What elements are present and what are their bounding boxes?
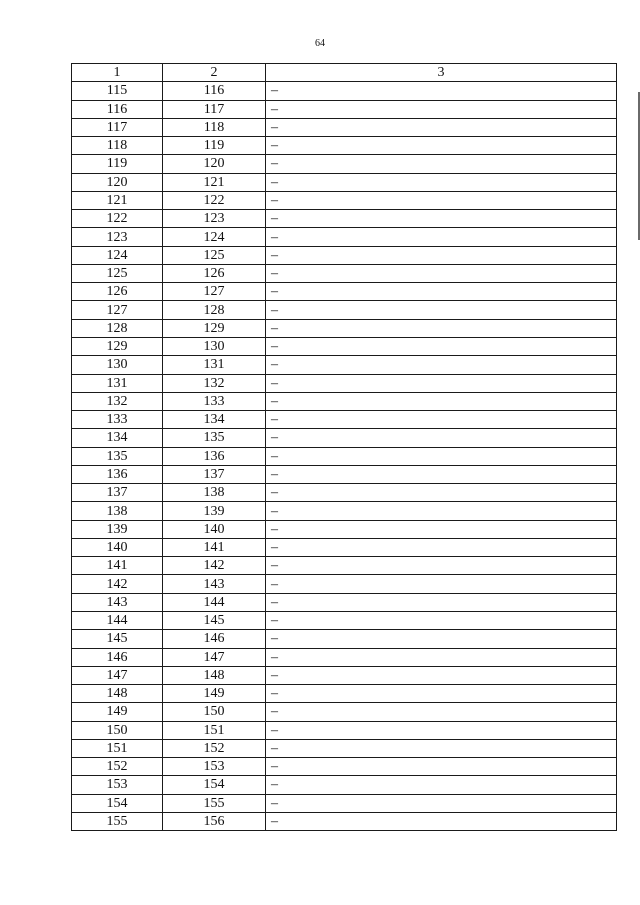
table-row <box>72 246 617 264</box>
table-row <box>72 538 617 556</box>
cell-col-1: 135 <box>72 447 163 465</box>
cell-col-1: 146 <box>72 648 163 666</box>
cell-col-3: – <box>266 575 617 593</box>
table-row <box>72 721 617 739</box>
cell-col-2: 119 <box>163 137 266 155</box>
cell-col-2: 141 <box>163 538 266 556</box>
table-row <box>72 392 617 410</box>
table-row <box>72 520 617 538</box>
table-row <box>72 611 617 629</box>
cell-col-2: 137 <box>163 465 266 483</box>
cell-col-2: 132 <box>163 374 266 392</box>
table-row <box>72 776 617 794</box>
table-row <box>72 283 617 301</box>
cell-col-2: 139 <box>163 502 266 520</box>
cell-col-1: 129 <box>72 337 163 355</box>
cell-col-3: – <box>266 137 617 155</box>
cell-col-1: 125 <box>72 264 163 282</box>
table-row <box>72 447 617 465</box>
cell-col-3: – <box>266 465 617 483</box>
table-row <box>72 794 617 812</box>
cell-col-1: 154 <box>72 794 163 812</box>
cell-col-3: – <box>266 484 617 502</box>
cell-col-3: – <box>266 776 617 794</box>
table-row <box>72 82 617 100</box>
cell-col-2: 144 <box>163 593 266 611</box>
cell-col-1: 123 <box>72 228 163 246</box>
cell-col-3: – <box>266 374 617 392</box>
cell-col-3: – <box>266 648 617 666</box>
cell-col-2: 120 <box>163 155 266 173</box>
cell-col-2: 124 <box>163 228 266 246</box>
table-row <box>72 155 617 173</box>
table-row <box>72 465 617 483</box>
table-header <box>72 64 617 82</box>
cell-col-3: – <box>266 191 617 209</box>
cell-col-3: – <box>266 429 617 447</box>
cell-col-2: 140 <box>163 520 266 538</box>
table-row <box>72 301 617 319</box>
cell-col-3: – <box>266 538 617 556</box>
cell-col-2: 133 <box>163 392 266 410</box>
table-row <box>72 593 617 611</box>
cell-col-2: 147 <box>163 648 266 666</box>
cell-col-3: – <box>266 283 617 301</box>
data-table-container <box>71 63 617 831</box>
cell-col-3: – <box>266 557 617 575</box>
data-table <box>71 63 617 831</box>
cell-col-1: 144 <box>72 611 163 629</box>
cell-col-3: – <box>266 210 617 228</box>
cell-col-1: 140 <box>72 538 163 556</box>
cell-col-1: 139 <box>72 520 163 538</box>
table-row <box>72 630 617 648</box>
cell-col-3: – <box>266 337 617 355</box>
cell-col-1: 119 <box>72 155 163 173</box>
table-row <box>72 812 617 830</box>
cell-col-1: 127 <box>72 301 163 319</box>
cell-col-2: 146 <box>163 630 266 648</box>
table-row <box>72 739 617 757</box>
cell-col-2: 135 <box>163 429 266 447</box>
cell-col-2: 149 <box>163 685 266 703</box>
column-header-3: 3 <box>266 64 617 82</box>
cell-col-1: 131 <box>72 374 163 392</box>
cell-col-1: 126 <box>72 283 163 301</box>
cell-col-1: 124 <box>72 246 163 264</box>
cell-col-2: 126 <box>163 264 266 282</box>
cell-col-3: – <box>266 502 617 520</box>
cell-col-1: 143 <box>72 593 163 611</box>
cell-col-3: – <box>266 666 617 684</box>
cell-col-2: 122 <box>163 191 266 209</box>
cell-col-1: 145 <box>72 630 163 648</box>
cell-col-2: 145 <box>163 611 266 629</box>
cell-col-3: – <box>266 118 617 136</box>
cell-col-3: – <box>266 520 617 538</box>
table-row <box>72 173 617 191</box>
table-row <box>72 356 617 374</box>
table-row <box>72 411 617 429</box>
cell-col-2: 118 <box>163 118 266 136</box>
table-row <box>72 502 617 520</box>
cell-col-2: 129 <box>163 319 266 337</box>
table-row <box>72 429 617 447</box>
cell-col-3: – <box>266 812 617 830</box>
cell-col-2: 131 <box>163 356 266 374</box>
cell-col-2: 117 <box>163 100 266 118</box>
cell-col-1: 138 <box>72 502 163 520</box>
table-row <box>72 557 617 575</box>
cell-col-1: 148 <box>72 685 163 703</box>
cell-col-1: 121 <box>72 191 163 209</box>
cell-col-3: – <box>266 392 617 410</box>
cell-col-2: 148 <box>163 666 266 684</box>
cell-col-2: 152 <box>163 739 266 757</box>
table-row <box>72 228 617 246</box>
cell-col-3: – <box>266 356 617 374</box>
cell-col-3: – <box>266 739 617 757</box>
cell-col-1: 142 <box>72 575 163 593</box>
cell-col-2: 127 <box>163 283 266 301</box>
table-row <box>72 575 617 593</box>
cell-col-2: 128 <box>163 301 266 319</box>
cell-col-2: 142 <box>163 557 266 575</box>
cell-col-1: 115 <box>72 82 163 100</box>
cell-col-1: 136 <box>72 465 163 483</box>
cell-col-1: 151 <box>72 739 163 757</box>
table-row <box>72 264 617 282</box>
cell-col-1: 152 <box>72 758 163 776</box>
cell-col-1: 133 <box>72 411 163 429</box>
cell-col-1: 120 <box>72 173 163 191</box>
cell-col-3: – <box>266 319 617 337</box>
cell-col-2: 154 <box>163 776 266 794</box>
cell-col-3: – <box>266 155 617 173</box>
cell-col-3: – <box>266 703 617 721</box>
cell-col-3: – <box>266 611 617 629</box>
cell-col-1: 132 <box>72 392 163 410</box>
table-row <box>72 758 617 776</box>
cell-col-3: – <box>266 794 617 812</box>
table-row <box>72 100 617 118</box>
cell-col-2: 116 <box>163 82 266 100</box>
table-row <box>72 210 617 228</box>
cell-col-3: – <box>266 721 617 739</box>
table-body <box>72 82 617 831</box>
table-row <box>72 484 617 502</box>
cell-col-3: – <box>266 758 617 776</box>
cell-col-1: 153 <box>72 776 163 794</box>
cell-col-3: – <box>266 411 617 429</box>
table-row <box>72 118 617 136</box>
cell-col-2: 138 <box>163 484 266 502</box>
cell-col-1: 155 <box>72 812 163 830</box>
column-header-1: 1 <box>72 64 163 82</box>
table-row <box>72 685 617 703</box>
cell-col-3: – <box>266 447 617 465</box>
table-row <box>72 703 617 721</box>
cell-col-1: 117 <box>72 118 163 136</box>
page-number: 64 <box>315 38 325 49</box>
cell-col-3: – <box>266 246 617 264</box>
cell-col-2: 134 <box>163 411 266 429</box>
cell-col-1: 137 <box>72 484 163 502</box>
cell-col-2: 150 <box>163 703 266 721</box>
cell-col-2: 143 <box>163 575 266 593</box>
cell-col-1: 147 <box>72 666 163 684</box>
cell-col-3: – <box>266 301 617 319</box>
table-row <box>72 191 617 209</box>
cell-col-1: 128 <box>72 319 163 337</box>
cell-col-2: 155 <box>163 794 266 812</box>
cell-col-3: – <box>266 228 617 246</box>
table-row <box>72 337 617 355</box>
cell-col-2: 125 <box>163 246 266 264</box>
cell-col-1: 116 <box>72 100 163 118</box>
cell-col-3: – <box>266 264 617 282</box>
table-row <box>72 137 617 155</box>
cell-col-2: 153 <box>163 758 266 776</box>
cell-col-1: 118 <box>72 137 163 155</box>
cell-col-1: 122 <box>72 210 163 228</box>
cell-col-1: 130 <box>72 356 163 374</box>
cell-col-2: 151 <box>163 721 266 739</box>
table-row <box>72 374 617 392</box>
cell-col-3: – <box>266 100 617 118</box>
table-row <box>72 648 617 666</box>
cell-col-2: 156 <box>163 812 266 830</box>
cell-col-2: 123 <box>163 210 266 228</box>
cell-col-1: 141 <box>72 557 163 575</box>
table-row <box>72 319 617 337</box>
cell-col-1: 149 <box>72 703 163 721</box>
cell-col-3: – <box>266 82 617 100</box>
cell-col-2: 121 <box>163 173 266 191</box>
cell-col-1: 150 <box>72 721 163 739</box>
header-row <box>72 64 617 82</box>
cell-col-1: 134 <box>72 429 163 447</box>
cell-col-3: – <box>266 630 617 648</box>
cell-col-3: – <box>266 173 617 191</box>
cell-col-3: – <box>266 593 617 611</box>
cell-col-2: 130 <box>163 337 266 355</box>
column-header-2: 2 <box>163 64 266 82</box>
cell-col-3: – <box>266 685 617 703</box>
table-row <box>72 666 617 684</box>
cell-col-2: 136 <box>163 447 266 465</box>
